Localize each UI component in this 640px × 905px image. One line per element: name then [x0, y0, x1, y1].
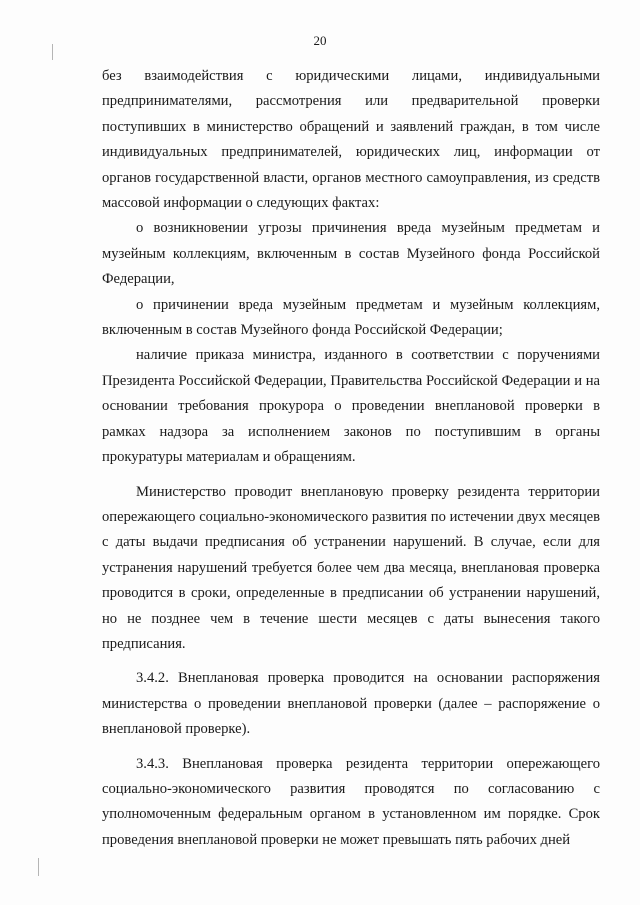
- paragraph-threat-of-harm: о возникновении угрозы причинения вреда музейным предметам и музейным коллекциям, включенным в состав Музейного фонда Российской Федерации,: [102, 220, 600, 288]
- paragraph-minister-order: наличие приказа министра, изданного в соответствии с поручениями Президента Российской Федерации, Правительства Российской Федерации и на основании требования прокурора о проведении внеплановой проверки в рамках надзора за исполнением законов по поступившим в органы прокуратуры материалам и обращениям.: [102, 347, 600, 466]
- paragraph-3-4-2: 3.4.2. Внеплановая проверка проводится на основании распоряжения министерства о проведении внеплановой проверки (далее – распоряжение о внеплановой проверке).: [102, 670, 600, 738]
- margin-mark-top: [52, 44, 53, 60]
- document-body: [102, 64, 600, 853]
- paragraph-resident-inspection: Министерство проводит внеплановую проверку резидента территории опережающего социально-экономического развития по истечении двух месяцев с даты выдачи предписания об устранении нарушений. В случае, если для устранения нарушений требуется более чем два месяца, внеплановая проверка проводится в сроки, определенные в предписании об устранении нарушений, но не позднее чем в течение шести месяцев с даты вынесения такого предписания.: [102, 483, 600, 652]
- paragraph-continuation: без взаимодействия с юридическими лицами, индивидуальными предпринимателями, рассмотрения или предварительной проверки поступивших в министерство обращений и заявлений граждан, в том числе индивидуальных предпринимателей, юридических лиц, информации от органов государственной власти, органов местного самоуправления, из средств массовой информации о следующих фактах:: [102, 68, 600, 212]
- paragraph-harm-caused: о причинении вреда музейным предметам и музейным коллекциям, включенным в состав Музейного фонда Российской Федерации;: [102, 296, 600, 339]
- paragraph-3-4-3: 3.4.3. Внеплановая проверка резидента территории опережающего социально-экономического развития проводятся по согласованию с уполномоченным федеральным органом в установленном им порядке. Срок проведения внеплановой проверки не может превышать пять рабочих дней: [102, 755, 600, 848]
- margin-mark-bottom: [38, 858, 39, 876]
- page-number: 20: [313, 33, 327, 48]
